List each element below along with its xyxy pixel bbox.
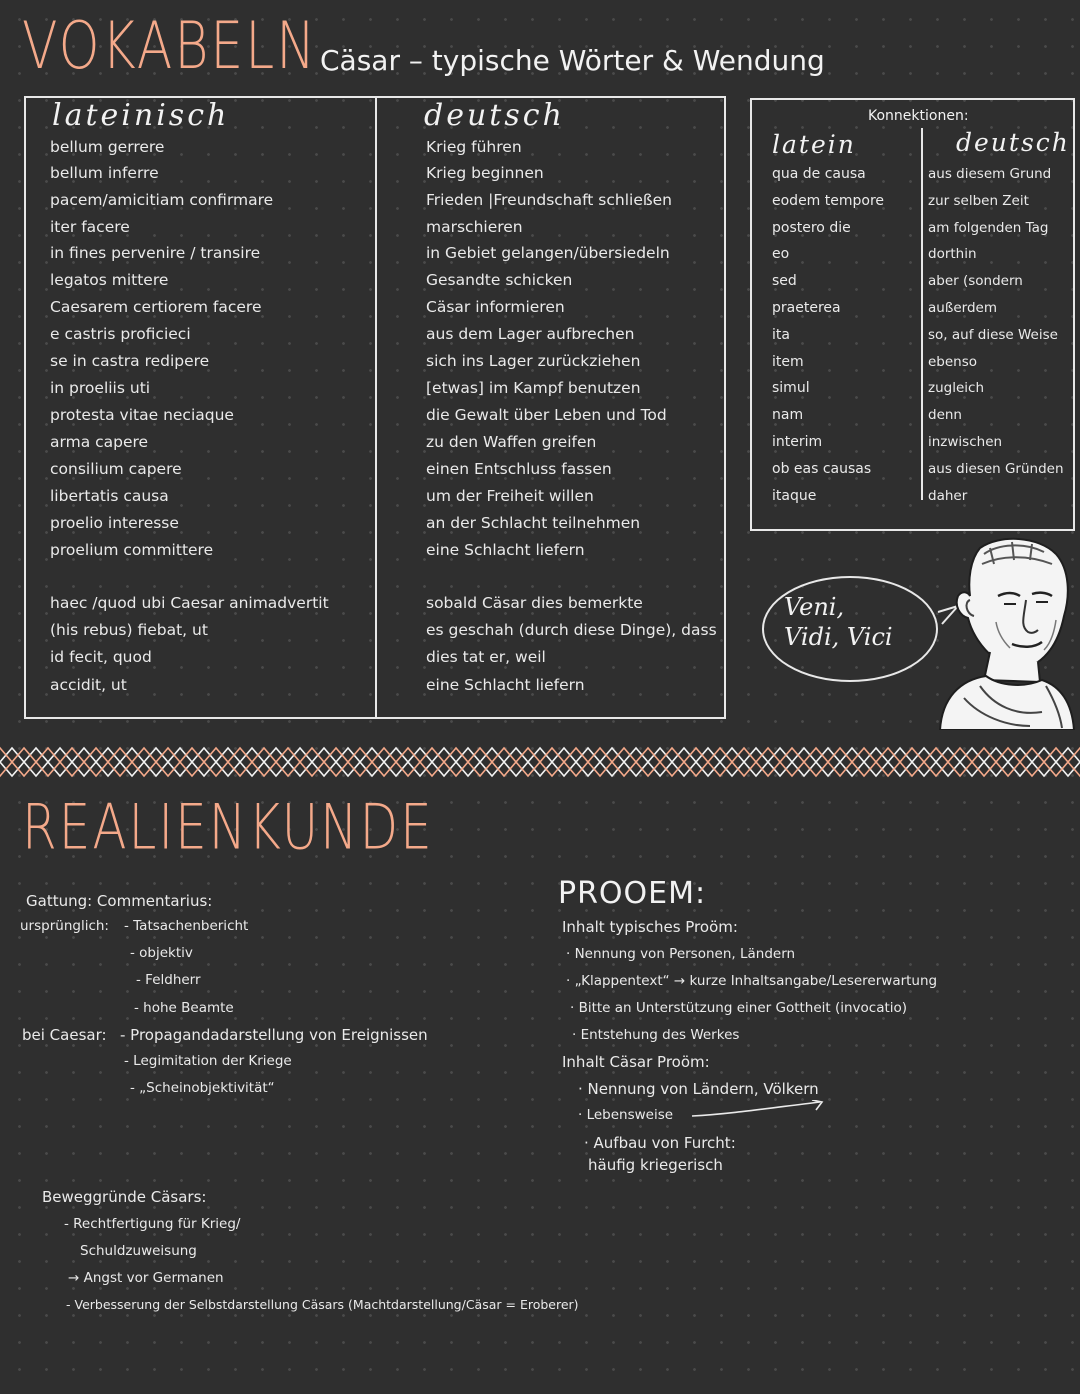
connection-german-cell: dorthin [928,246,977,263]
vocab-latin-phrase: haec /quod ubi Caesar animadvertit [50,594,329,612]
speech-line-2: Vidi, Vici [784,623,893,651]
connection-latin-cell: postero die [772,219,851,236]
vocab-latin-cell: Caesarem certiorem facere [50,298,262,316]
connection-german-cell: aber (sondern [928,273,1023,290]
vocab-latin-cell: pacem/amicitiam confirmare [50,191,274,209]
vocab-latin-phrase: (his rebus) fiebat, ut [50,621,208,639]
beweg-item-1: - Rechtfertigung für Krieg/ [64,1216,241,1232]
vocab-german-header: deutsch [424,98,565,133]
prooem-caesar-title: Inhalt Cäsar Proöm: [562,1053,710,1071]
vocab-latin-phrase: accidit, ut [50,676,127,694]
vocab-german-phrase: eine Schlacht liefern [426,676,585,694]
connection-latin-cell: ob eas causas [772,460,872,477]
connection-german-cell: daher [928,487,968,504]
arrow-icon [690,1100,830,1122]
vocab-german-cell: sich ins Lager zurückziehen [426,352,641,370]
vocab-german-cell: Cäsar informieren [426,298,565,316]
connection-german-cell: so, auf diese Weise [928,326,1058,343]
connections-german-header: deutsch [956,128,1070,157]
beweg-item-3: → Angst vor Germanen [68,1270,224,1286]
connection-german-cell: am folgenden Tag [928,219,1049,236]
connection-german-cell: ebenso [928,353,978,370]
page-subtitle: Cäsar – typische Wörter & Wendung [320,44,825,77]
connection-latin-cell: sed [772,273,797,290]
vocab-german-cell: Gesandte schicken [426,271,573,289]
gattung-item-feldherr: - Feldherr [136,972,201,988]
caesar-bust-icon [920,530,1075,730]
gattung-caesar-item-1: - Propagandadarstellung von Ereignissen [120,1026,428,1044]
prooem-caesar-item-3: · Aufbau von Furcht: [584,1134,736,1152]
vocab-column-divider [375,96,377,719]
vocab-german-cell: eine Schlacht liefern [426,541,585,559]
vocab-latin-cell: e castris proficieci [50,325,191,343]
vocab-german-cell: Krieg beginnen [426,164,544,182]
connection-latin-cell: qua de causa [772,166,866,182]
vocab-german-cell: [etwas] im Kampf benutzen [426,379,641,397]
vocab-latin-phrase: id fecit, quod [50,648,152,666]
prooem-title: PROOEM: [558,876,707,911]
prooem-caesar-item-2: · Lebensweise [578,1107,674,1123]
zigzag-divider [0,744,1080,780]
vocab-german-cell: einen Entschluss fassen [426,460,612,478]
vocab-german-cell: Frieden |Freundschaft schließen [426,191,672,209]
connection-latin-cell: itaque [772,487,817,504]
prooem-typ-item-3: · Bitte an Unterstützung einer Gottheit (invocatio) [570,1000,908,1016]
connection-latin-cell: item [772,353,804,370]
connection-latin-cell: eodem tempore [772,192,885,209]
gattung-caesar-item-3: - „Scheinobjektivität“ [130,1080,275,1096]
vocab-latin-cell: legatos mittere [50,271,169,289]
beweg-title: Beweggründe Cäsars: [42,1188,207,1206]
vocab-german-cell: in Gebiet gelangen/übersiedeln [426,244,670,262]
connections-label: Konnektionen: [868,108,969,124]
gattung-original-label: ursprünglich: [20,918,109,934]
vocab-latin-cell: consilium capere [50,460,182,478]
vocab-german-phrase: sobald Cäsar dies bemerkte [426,594,643,612]
connection-german-cell: aus diesem Grund [928,166,1052,182]
connection-latin-cell: ita [772,326,790,343]
vocab-latin-cell: arma capere [50,433,149,451]
section-title-realienkunde: REALIENKUNDE [22,791,434,864]
connection-latin-cell: nam [772,407,804,424]
beweg-item-4: - Verbesserung der Selbstdarstellung Cäsars (Machtdarstellung/Cäsar = Eroberer) [66,1297,579,1312]
prooem-caesar-item-4: häufig kriegerisch [588,1156,723,1174]
connection-latin-cell: eo [772,246,790,263]
vocab-german-cell: die Gewalt über Leben und Tod [426,406,667,424]
connection-german-cell: inzwischen [928,434,1003,450]
vocab-latin-cell: se in castra redipere [50,352,210,370]
vocab-latin-cell: protesta vitae neciaque [50,406,234,424]
prooem-typ-item-1: · Nennung von Personen, Ländern [566,946,796,962]
gattung-caesar-label: bei Caesar: [22,1026,107,1044]
vocab-german-phrase: es geschah (durch diese Dinge), dass [426,621,717,639]
vocab-german-cell: Krieg führen [426,138,522,156]
vocab-latin-cell: proelio interesse [50,514,179,532]
speech-bubble-text [784,592,893,652]
gattung-original-value: - Tatsachenbericht [124,918,249,934]
vocab-latin-header: lateinisch [52,98,230,133]
connection-latin-cell: praeterea [772,300,841,316]
vocab-latin-cell: in proeliis uti [50,379,151,397]
prooem-typ-title: Inhalt typisches Proöm: [562,918,738,936]
gattung-item-beamte: - hohe Beamte [134,1000,234,1016]
vocab-latin-cell: libertatis causa [50,487,169,505]
connections-column-divider [921,128,923,500]
vocab-german-phrase: dies tat er, weil [426,648,546,666]
connection-german-cell: außerdem [928,300,997,316]
prooem-typ-item-2: · „Klappentext“ → kurze Inhaltsangabe/Lesererwartung [566,973,938,989]
prooem-caesar-item-1: · Nennung von Ländern, Völkern [578,1080,819,1098]
page-title: VOKABELN [22,9,318,84]
vocab-latin-cell: bellum inferre [50,164,159,182]
vocab-german-cell: aus dem Lager aufbrechen [426,325,635,343]
vocab-latin-cell: bellum gerrere [50,138,165,156]
connection-german-cell: aus diesen Gründen [928,460,1064,477]
connection-latin-cell: interim [772,434,823,450]
vocab-german-cell: zu den Waffen greifen [426,433,597,451]
connection-german-cell: zugleich [928,380,984,397]
vocab-latin-cell: proelium committere [50,541,214,559]
beweg-item-2: Schuldzuweisung [80,1243,197,1259]
connections-latin-header: latein [772,130,856,159]
vocab-german-cell: an der Schlacht teilnehmen [426,514,641,532]
connection-german-cell: denn [928,407,962,424]
connection-german-cell: zur selben Zeit [928,192,1029,209]
gattung-caesar-item-2: - Legimitation der Kriege [124,1053,292,1069]
speech-line-1: Veni, [784,593,845,621]
connection-latin-cell: simul [772,380,810,397]
vocab-latin-cell: in fines pervenire / transire [50,244,261,262]
vocab-german-cell: um der Freiheit willen [426,487,594,505]
vocab-german-cell: marschieren [426,218,523,236]
gattung-item-objektiv: - objektiv [130,945,193,961]
gattung-line: Gattung: Commentarius: [26,892,213,910]
prooem-typ-item-4: · Entstehung des Werkes [572,1027,740,1043]
vocab-latin-cell: iter facere [50,218,130,236]
